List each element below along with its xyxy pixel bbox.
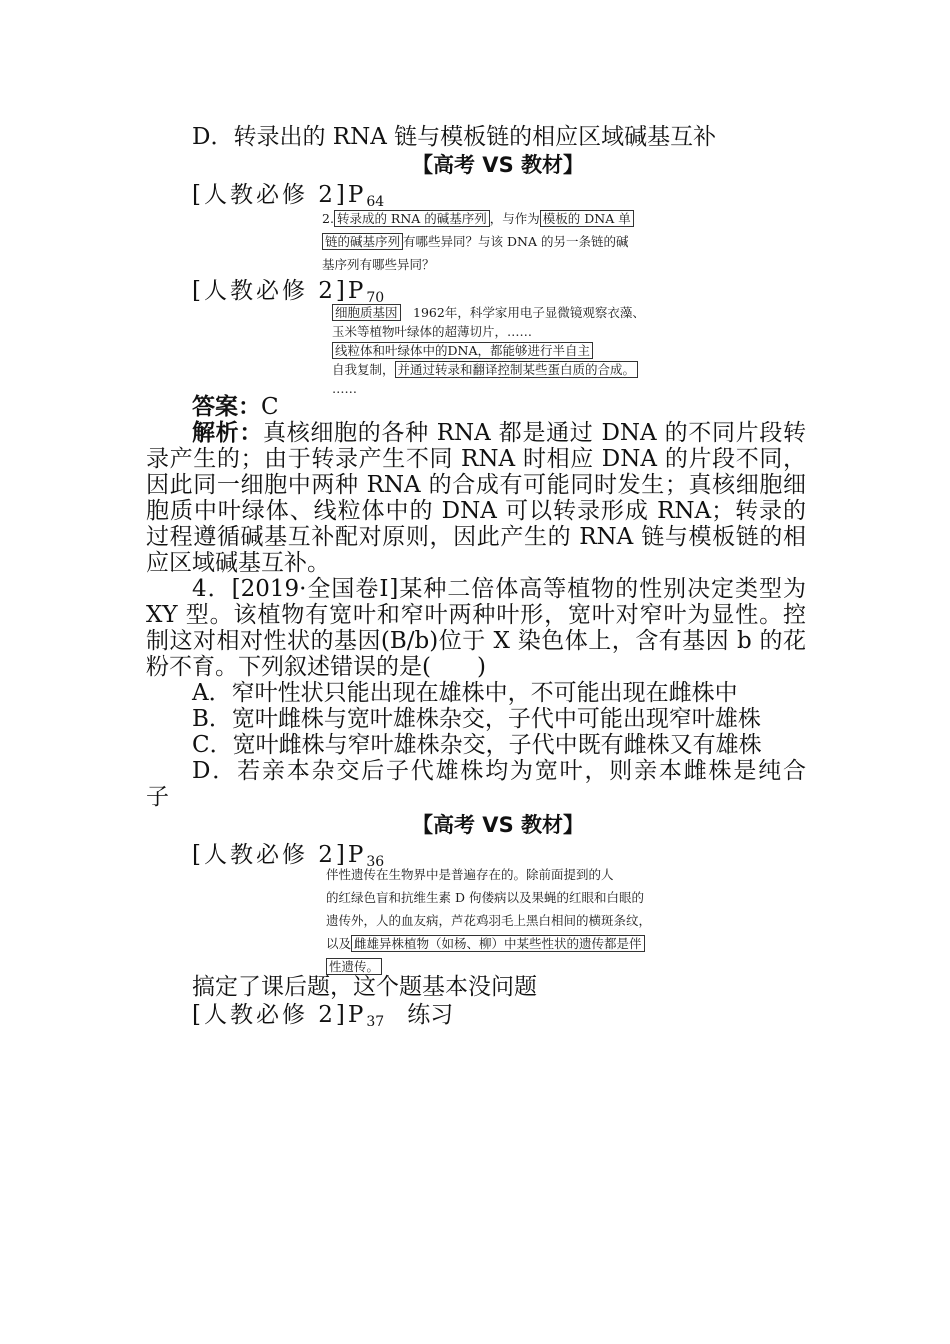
reference-text: [人教必修 2]P [192, 1002, 367, 1028]
excerpt-text: 自我复制， [332, 362, 395, 377]
textbook-excerpt-2 [332, 300, 682, 396]
highlight-box: 线粒体和叶绿体中的DNA，都能够进行半自主 [332, 342, 593, 359]
excerpt-text: 基序列有哪些异同？ [322, 257, 435, 272]
reference-text: [人教必修 2]P [192, 842, 367, 868]
excerpt-text: 的红绿色盲和抗维生素 D 佝偻病以及果蝇的红眼和白眼的 [326, 890, 644, 905]
highlight-box: 链的碱基序列 [322, 233, 403, 250]
option-a: A．窄叶性状只能出现在雄株中，不可能出现在雌株中 [192, 680, 738, 706]
highlight-box: 雌雄异株植物（如杨、柳）中某些性状的遗传都是伴 [351, 935, 645, 952]
reference-page: 37 [366, 1014, 385, 1030]
option-b: B．宽叶雌株与宽叶雄株杂交，子代中可能出现窄叶雄株 [192, 706, 761, 732]
analysis-line: 过程遵循碱基互补配对原则，因此产生的 RNA 链与模板链的相 [146, 524, 806, 550]
textbook-excerpt-3 [326, 862, 680, 982]
excerpt-text: 伴性遗传在生物界中是普遍存在的。除前面提到的人 [326, 867, 614, 882]
excerpt-text: 以及 [326, 936, 352, 951]
question-line: 4．[2019·全国卷Ⅰ]某种二倍体高等植物的性别决定类型为 [192, 576, 806, 602]
analysis-label: 解析： [192, 419, 264, 446]
textbook-excerpt-1 [322, 206, 672, 276]
analysis-line: 胞质中叶绿体、线粒体中的 DNA 可以转录形成 RNA；转录的 [146, 498, 806, 524]
reference-text: [人教必修 2]P [192, 278, 367, 304]
highlight-box: 转录成的 RNA 的碱基序列 [334, 210, 490, 227]
highlight-box: 细胞质基因 [332, 304, 401, 321]
reference-text: [人教必修 2]P [192, 182, 367, 208]
answer-value: C [261, 394, 279, 420]
section-heading: 【高考 VS 教材】 [412, 153, 584, 177]
answer-line [192, 394, 852, 420]
question-line: 制这对相对性状的基因(B/b)位于 X 染色体上，含有基因 b 的花 [146, 628, 806, 654]
analysis-line: 因此同一细胞中两种 RNA 的合成有可能同时发生；真核细胞细 [146, 472, 806, 498]
excerpt-text: 1962年，科学家用电子显微镜观察衣藻、 [400, 305, 645, 320]
analysis-line [192, 420, 806, 446]
reference-page: 70 [366, 290, 385, 306]
highlight-box: 模板的 DNA 单 [540, 210, 634, 227]
highlight-box: 并通过转录和翻译控制某些蛋白质的合成。 [395, 361, 639, 378]
question-line: 粉不育。下列叙述错误的是( ) [146, 654, 486, 680]
excerpt-text: 遗传外，人的血友病，芦花鸡羽毛上黑白相间的横斑条纹， [326, 913, 652, 928]
excerpt-text: 玉米等植物叶绿体的超薄切片，…… [332, 324, 533, 339]
analysis-line: 应区域碱基互补。 [146, 550, 330, 576]
option-c: C．宽叶雌株与窄叶雄株杂交，子代中既有雌株又有雄株 [192, 732, 762, 758]
answer-label: 答案： [192, 393, 261, 420]
option-d-continued: 子 [146, 784, 169, 810]
excerpt-text: …… [332, 381, 357, 396]
excerpt-text: ，与作为 [489, 211, 540, 226]
reference-suffix: 练习 [384, 1002, 454, 1028]
note-line: 搞定了课后题，这个题基本没问题 [192, 974, 537, 1000]
option-d-line: D．转录出的 RNA 链与模板链的相应区域碱基互补 [192, 124, 717, 150]
highlight-box: 性遗传。 [326, 958, 382, 975]
excerpt-text: 2. [322, 211, 334, 226]
analysis-line: 录产生的；由于转录产生不同 RNA 时相应 DNA 的片段不同， [146, 446, 806, 472]
textbook-reference [192, 1002, 852, 1035]
section-heading: 【高考 VS 教材】 [412, 813, 584, 837]
analysis-text: 真核细胞的各种 RNA 都是通过 DNA 的不同片段转 [263, 420, 806, 446]
reference-page: 64 [366, 194, 385, 210]
excerpt-text: 有哪些异同？与该 DNA 的另一条链的碱 [403, 234, 629, 249]
option-d: D．若亲本杂交后子代雄株均为宽叶，则亲本雌株是纯合 [192, 758, 806, 784]
reference-page: 36 [366, 854, 385, 870]
question-line: XY 型。该植物有宽叶和窄叶两种叶形，宽叶对窄叶为显性。控 [146, 602, 806, 628]
